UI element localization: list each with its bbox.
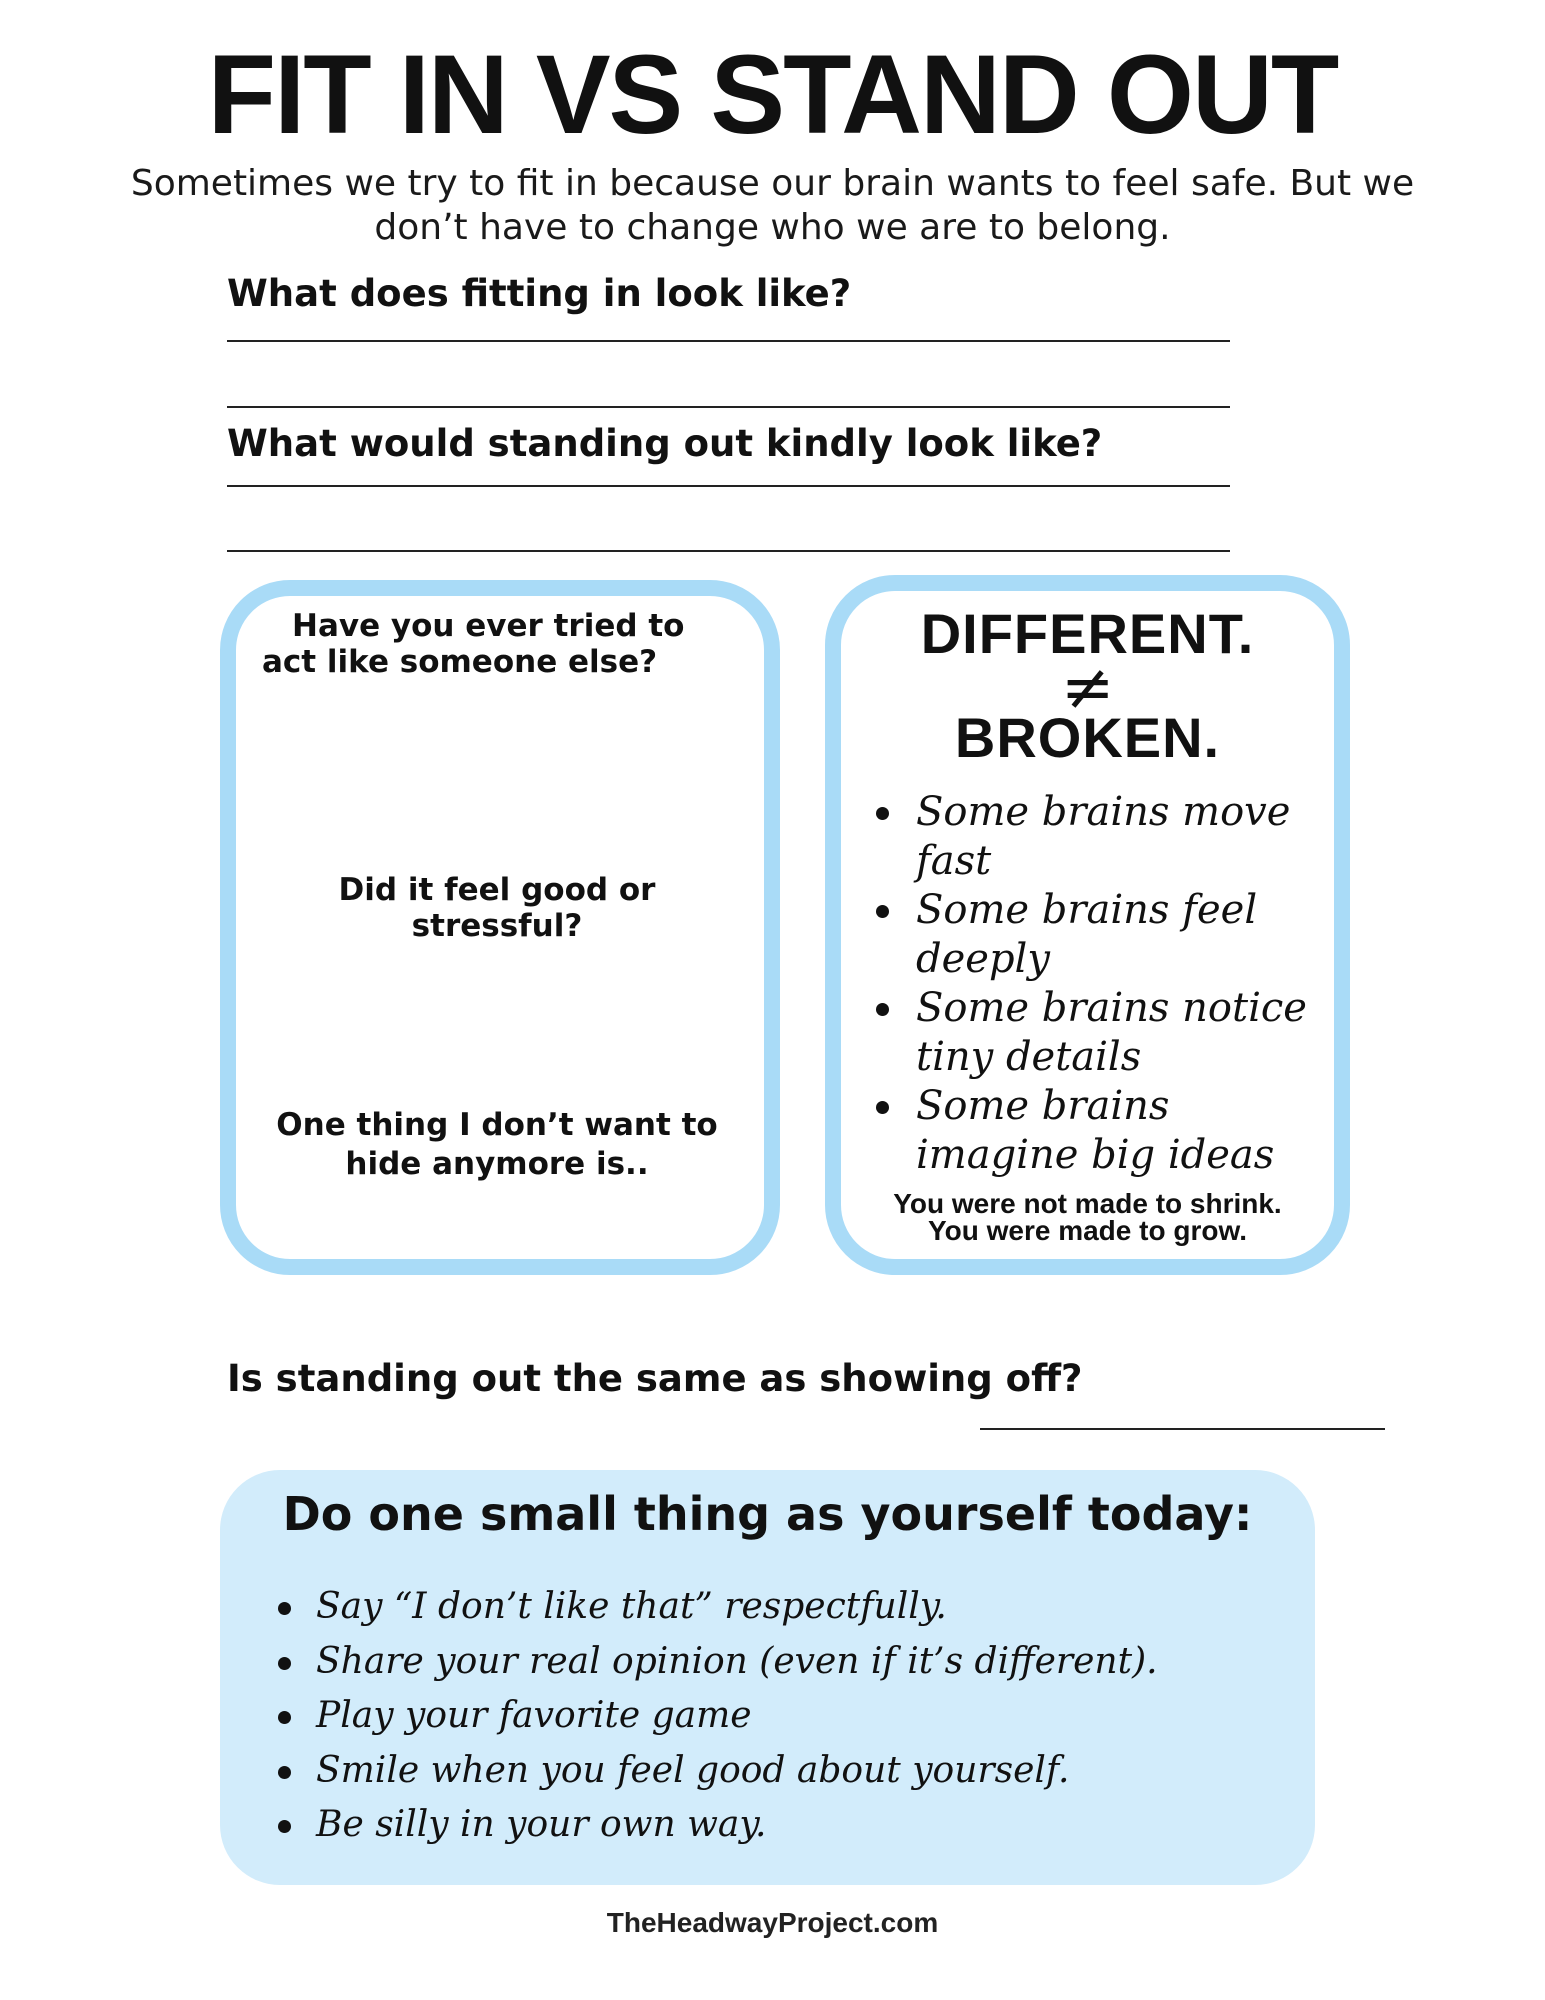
list-item: Some brains feel deeply <box>870 886 1330 984</box>
intro-text: Sometimes we try to fit in because our brain wants to feel safe. But we don’t have to change who we are to belong. <box>130 163 1415 248</box>
brains-list <box>870 788 1330 1180</box>
card-prompt-act-like: Have you ever tried to act like someone else? <box>262 608 685 680</box>
list-item: Be silly in your own way. <box>270 1798 1290 1853</box>
heading-broken: BROKEN. <box>954 706 1221 769</box>
list-item: Smile when you feel good about yourself. <box>270 1744 1290 1799</box>
question-fitting-in: What does fitting in look like? <box>227 272 852 315</box>
card-prompt-hide: One thing I don’t want to hide anymore is.. <box>276 1107 718 1182</box>
list-item: Say “I don’t like that” respectfully. <box>270 1580 1290 1635</box>
action-list <box>270 1580 1290 1853</box>
answer-line-5[interactable] <box>980 1428 1385 1430</box>
action-title: Do one small thing as yourself today: <box>282 1487 1253 1541</box>
footer-website[interactable]: TheHeadwayProject.com <box>606 1907 939 1938</box>
not-equal-icon: ≠ <box>1060 651 1115 725</box>
tagline-shrink: You were not made to shrink. <box>893 1188 1282 1219</box>
answer-line-4[interactable] <box>227 550 1230 552</box>
list-item: Some brains imagine big ideas <box>870 1082 1330 1180</box>
answer-line-3[interactable] <box>227 485 1230 487</box>
question-standing-out: What would standing out kindly look like? <box>227 422 1103 465</box>
list-item: Some brains notice tiny details <box>870 984 1330 1082</box>
answer-line-1[interactable] <box>227 340 1230 342</box>
list-item: Some brains move fast <box>870 788 1330 886</box>
card-prompt-feel: Did it feel good or stressful? <box>338 872 656 944</box>
question-showing-off: Is standing out the same as showing off? <box>227 1357 1083 1400</box>
page-title: FIT IN VS STAND OUT <box>207 32 1338 157</box>
tagline-grow: You were made to grow. <box>928 1215 1247 1246</box>
list-item: Play your favorite game <box>270 1689 1290 1744</box>
list-item: Share your real opinion (even if it’s different). <box>270 1635 1290 1690</box>
heading-different: DIFFERENT. <box>920 602 1255 665</box>
answer-line-2[interactable] <box>227 406 1230 408</box>
